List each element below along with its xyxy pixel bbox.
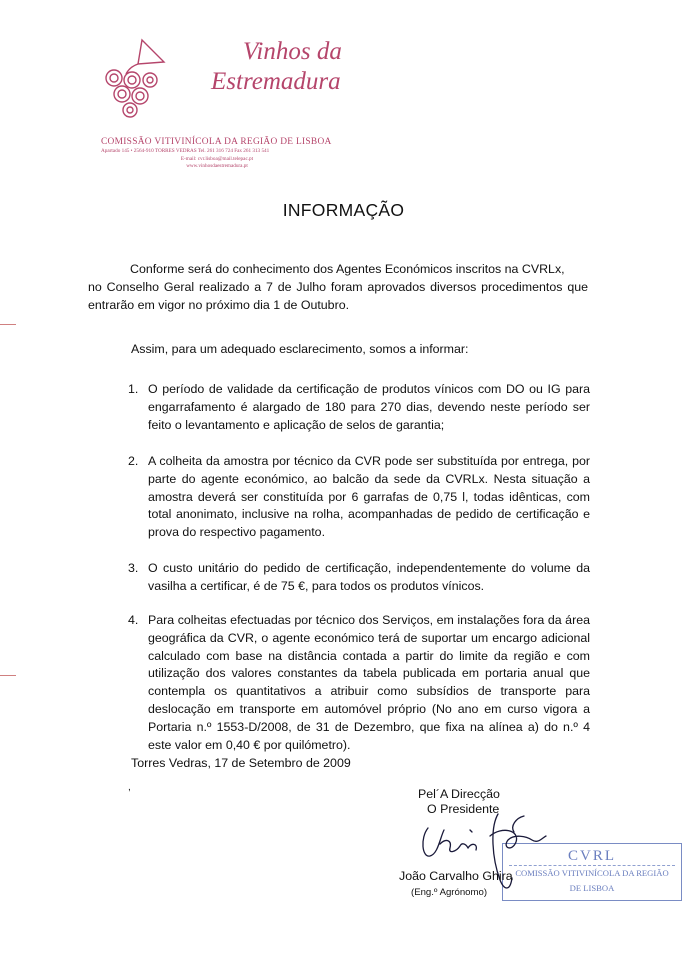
margin-fold-mark: [0, 675, 16, 676]
signature-on-behalf: Pel´A Direcção: [418, 787, 500, 801]
organization-name: COMISSÃO VITIVINÍCOLA DA REGIÃO DE LISBOA: [101, 137, 332, 147]
stamp-name-line2: DE LISBOA: [569, 883, 615, 893]
margin-fold-mark: [0, 324, 16, 325]
list-item-text: Para colheitas efectuadas por técnico dos Serviços, em instalações fora da área geográfica da CVR, o agente económico terá de suportar um encargo adicional calculado com base na distância contada a partir do limite da região e com utilização dos valores constantes da tabela publicada em portaria anual que contempla os quantitativos a atribuir como subsídios de transporte para deslocação em transporte em automóvel próprio (No ano em curso vigora a Portaria n.º 1553-D/2008, de 31 de Dezembro, que fixa na alínea a) do n.º 4 este valor em 0,40 € por quilómetro).: [148, 613, 590, 752]
organization-address: Apartado 145 • 2564-910 TORRES VEDRAS Tel. 261 316 724 Fax 261 313 541: [101, 148, 270, 154]
list-item-text: A colheita da amostra por técnico da CVR pode ser substituída por entrega, por parte do agente económico, ao balcão da sede da CVRLx. Nesta situação a amostra deverá ser constituída por 6 garrafas de 0,75 l, todas idênticas, com total anonimato, inclusive na rolha, acompanhadas de pedido de certificação e prova do respectivo pagamento.: [148, 454, 590, 540]
signatory-name: João Carvalho Ghira: [399, 869, 513, 883]
stamp-acronym: CVRL: [567, 848, 616, 864]
intro-line1: Conforme será do conhecimento dos Agentes Económicos inscritos na CVRLx,: [130, 262, 565, 276]
signatory-credential: (Eng.º Agrónomo): [411, 887, 488, 898]
handwritten-signature: [410, 808, 560, 898]
list-item-number: 4.: [128, 613, 139, 627]
stamp-name-line1: COMISSÃO VITIVINÍCOLA DA REGIÃO: [515, 868, 669, 878]
document-title: INFORMAÇÃO: [282, 200, 405, 220]
list-item-number: 3.: [128, 561, 139, 575]
list-item-text: O período de validade da certificação de produtos vínicos com DO ou IG para engarrafamento é alargado de 180 para 270 dias, devendo neste período ser feito o levantamento e aplicação de selos de garantia;: [148, 382, 590, 432]
place-and-date: Torres Vedras, 17 de Setembro de 2009: [131, 756, 351, 770]
grape-logo-icon: [98, 36, 170, 122]
list-item-number: 2.: [128, 454, 139, 468]
signature-role: O Presidente: [427, 802, 500, 816]
intro-rest: no Conselho Geral realizado a 7 de Julho foram aprovados diversos procedimentos que entrarão em vigor no próximo dia 1 de Outubro.: [88, 279, 588, 312]
stray-mark: ,: [128, 782, 131, 793]
lead-sentence: Assim, para um adequado esclarecimento, somos a informar:: [131, 342, 469, 356]
list-item-number: 1.: [128, 382, 139, 396]
brand-name-line2: Estremadura: [211, 68, 341, 95]
brand-name-line1: Vinhos da: [243, 38, 342, 65]
organization-email: E-mail: cvr.lisboa@mail.telepac.pt: [180, 156, 254, 162]
organization-website: www.vinhosdaestremadura.pt: [186, 163, 248, 169]
intro-paragraph: [88, 261, 588, 314]
list-item-text: O custo unitário do pedido de certificação, independentemente do volume da vasilha a certificar, é de 75 €, para todos os produtos vínicos.: [148, 561, 590, 593]
